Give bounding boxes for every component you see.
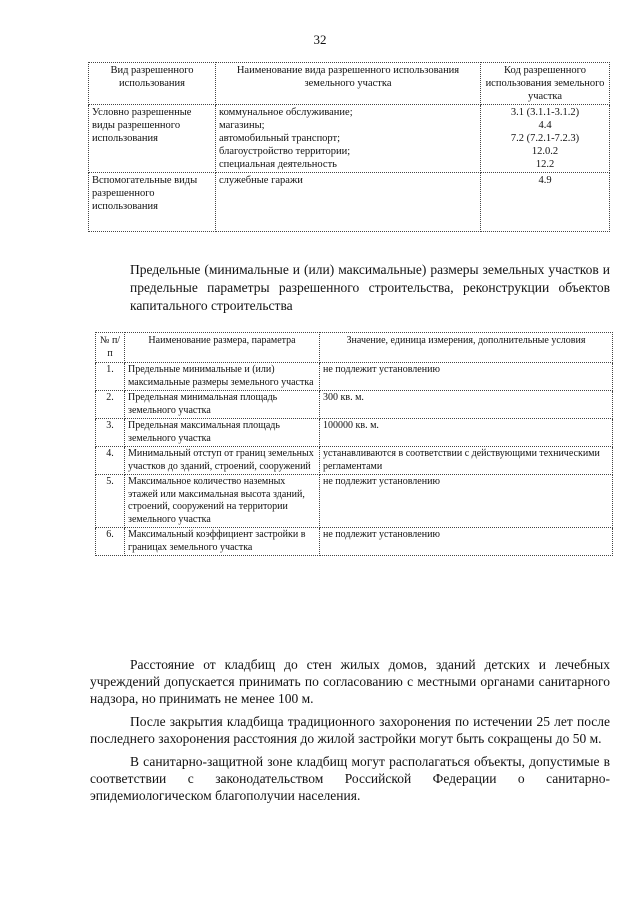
parameter-value: не подлежит установлению (320, 475, 613, 528)
use-name: служебные гаражи (219, 175, 303, 186)
use-code: 12.0.2 (531, 146, 559, 157)
use-name: благоустройство территории; (219, 146, 351, 157)
parameter-value: 300 кв. м. (320, 391, 613, 419)
parameter-value: устанавливаются в соответствии с действующими техническими регламентами (320, 447, 613, 475)
column-header-parameter: Наименование размера, параметра (125, 333, 320, 363)
table-row (96, 391, 613, 419)
use-name: коммунальное обслуживание; (219, 107, 353, 118)
paragraph: В санитарно-защитной зоне кладбищ могут располагаться объекты, допустимые в соответствии с законодательством Российской Федерации о санитарно-эпидемиологическом благополучии населения. (90, 754, 610, 803)
section-heading-text: Предельные (минимальные и (или) максимальные) размеры земельных участков и предельные параметры разрешенного строительства, реконструкции объектов капитального строительства (130, 262, 610, 313)
use-code: 4.4 (538, 120, 552, 131)
parameter-name: Предельная минимальная площадь земельного участка (125, 391, 320, 419)
table-header-row (89, 63, 610, 105)
column-header-number: № п/п (96, 333, 125, 363)
use-codes-cell (481, 105, 610, 173)
use-code: 4.9 (538, 175, 552, 186)
parameter-name: Максимальное количество наземных этажей или максимальная высота зданий, строений, сооружений на территории земельного участка (125, 475, 320, 528)
permitted-uses-table (88, 62, 610, 232)
use-name: магазины; (219, 120, 265, 131)
table-header-row (96, 333, 613, 363)
column-header-use-code: Код разрешенного использования земельного участка (481, 63, 610, 105)
row-number: 2. (96, 391, 125, 419)
column-header-value: Значение, единица измерения, дополнительные условия (320, 333, 613, 363)
parameter-name: Предельная максимальная площадь земельного участка (125, 419, 320, 447)
row-number: 3. (96, 419, 125, 447)
parameter-value: 100000 кв. м. (320, 419, 613, 447)
use-code: 3.1 (3.1.1-3.1.2) (510, 107, 580, 118)
use-names-cell (216, 173, 481, 232)
parameter-name: Предельные минимальные и (или) максимальные размеры земельного участка (125, 363, 320, 391)
use-kind-cell: Вспомогательные виды разрешенного использования (89, 173, 216, 232)
table-row (96, 528, 613, 556)
table-row (96, 447, 613, 475)
paragraph: После закрытия кладбища традиционного захоронения по истечении 25 лет после последнего захоронения расстояния до жилой застройки могут быть сокращены до 50 м. (90, 714, 610, 746)
table-row (96, 363, 613, 391)
page-number: 32 (313, 32, 327, 47)
section-heading (90, 261, 610, 315)
use-name: специальная деятельность (219, 159, 337, 170)
row-number: 4. (96, 447, 125, 475)
row-number: 1. (96, 363, 125, 391)
paragraph: Расстояние от кладбищ до стен жилых домов, зданий детских и лечебных учреждений допускается принимать по согласованию с местными органами санитарного надзора, но принимать не менее 100 м. (90, 657, 610, 706)
row-number: 6. (96, 528, 125, 556)
table-row (89, 105, 610, 173)
table-row (96, 419, 613, 447)
use-code: 12.2 (535, 159, 555, 170)
parameters-table (95, 332, 613, 556)
column-header-use-name: Наименование вида разрешенного использования земельного участка (216, 63, 481, 105)
use-codes-cell (481, 173, 610, 232)
use-names-cell (216, 105, 481, 173)
row-number: 5. (96, 475, 125, 528)
use-kind-cell: Условно разрешенные виды разрешенного использования (89, 105, 216, 173)
parameter-value: не подлежит установлению (320, 363, 613, 391)
parameter-value: не подлежит установлению (320, 528, 613, 556)
column-header-use-kind: Вид разрешенного использования (89, 63, 216, 105)
parameter-name: Максимальный коэффициент застройки в границах земельного участка (125, 528, 320, 556)
use-name: автомобильный транспорт; (219, 133, 341, 144)
use-code: 7.2 (7.2.1-7.2.3) (510, 133, 580, 144)
parameter-name: Минимальный отступ от границ земельных участков до зданий, строений, сооружений (125, 447, 320, 475)
table-row (96, 475, 613, 528)
body-text (90, 656, 610, 810)
table-row (89, 173, 610, 232)
